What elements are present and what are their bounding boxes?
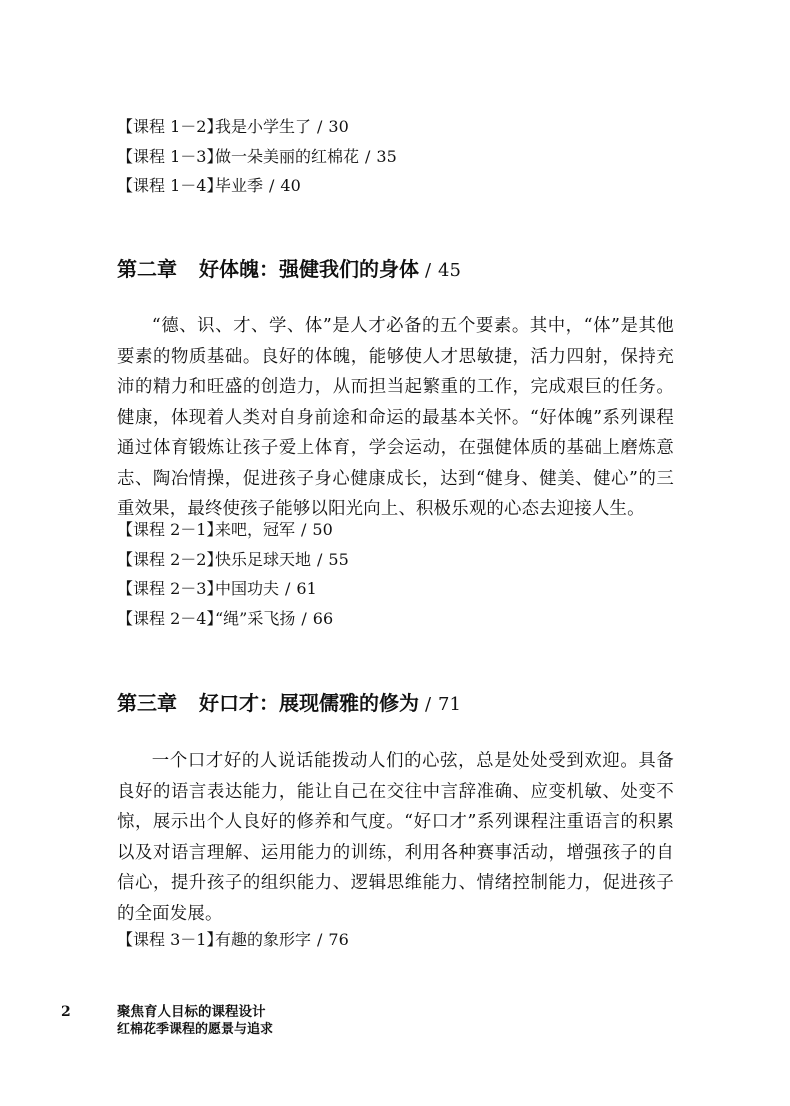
course-code: 【课程 1－2】 (117, 117, 223, 136)
toc-entry-course-2-4[interactable] (117, 604, 349, 634)
chapter-number: 第二章 (117, 257, 177, 281)
page-separator: / (317, 930, 323, 949)
chapter3-heading[interactable] (117, 688, 461, 720)
course-code: 【课程 3－1】 (117, 930, 223, 949)
page-ref: 61 (296, 579, 317, 598)
page-ref: 66 (312, 608, 334, 628)
page-separator: / (301, 520, 307, 539)
page-ref: 50 (312, 520, 333, 539)
course-title: 来吧，冠军 (215, 520, 296, 539)
page-ref: 30 (328, 117, 349, 136)
toc-entry-course-1-4[interactable] (117, 171, 397, 201)
page-ref: 40 (280, 176, 301, 195)
page-ref: 35 (376, 146, 397, 166)
page-ref: 76 (328, 930, 349, 949)
course-title: “绳”采飞扬 (215, 608, 296, 628)
toc-entry-course-2-2[interactable] (117, 545, 349, 575)
page-separator: / (269, 176, 275, 195)
toc-entry-course-2-3[interactable] (117, 574, 349, 604)
course-code: 【课程 2－3】 (117, 579, 223, 598)
course-title: 有趣的象形字 (215, 930, 312, 949)
page-separator: / (301, 608, 307, 628)
page-number: 2 (61, 1004, 71, 1020)
course-title: 中国功夫 (215, 579, 280, 598)
toc-entry-course-1-2[interactable] (117, 112, 397, 142)
chapter2-intro-paragraph: “德、识、才、学、体”是人才必备的五个要素。其中，“体”是其他要素的物质基础。良好的体魄，能够使人才思敏捷，活力四射，保持充沛的精力和旺盛的创造力，从而担当起繁重的工作，完成艰巨的任务。健康，体现着人类对自身前途和命运的最基本关怀。“好体魄”系列课程通过体育锻炼让孩子爱上体育，学会运动，在强健体质的基础上磨炼意志、陶冶情操，促进孩子身心健康成长，达到“健身、健美、健心”的三重效果，最终使孩子能够以阳光向上、积极乐观的心态去迎接人生。 (117, 316, 674, 519)
course-title: 毕业季 (215, 176, 264, 195)
chapter2-course-list (117, 515, 349, 633)
page-separator: / (285, 579, 291, 598)
toc-entry-course-3-1[interactable] (117, 925, 349, 955)
toc-entry-course-2-1[interactable] (117, 515, 349, 545)
chapter-title: 好口才：展现儒雅的修为 (199, 691, 419, 715)
page-ref: 71 (438, 694, 461, 715)
course-code: 【课程 2－2】 (117, 549, 223, 569)
chapter-title: 好体魄：强健我们的身体 (199, 257, 419, 281)
page-separator: / (425, 260, 432, 281)
chapter-number: 第三章 (117, 691, 177, 715)
course-code: 【课程 2－1】 (117, 520, 223, 539)
page-ref: 45 (438, 260, 461, 281)
toc-entry-course-1-3[interactable] (117, 142, 397, 172)
chapter3-intro-paragraph: 一个口才好的人说话能拨动人们的心弦，总是处处受到欢迎。具备良好的语言表达能力，能让自己在交往中言辞准确、应变机敏、处变不惊，展示出个人良好的修养和气度。“好口才”系列课程注重语言的积累以及对语言理解、运用能力的训练，利用各种赛事活动，增强孩子的自信心，提升孩子的组织能力、逻辑思维能力、情绪控制能力，促进孩子的全面发展。 (117, 751, 674, 924)
page-separator: / (317, 549, 323, 569)
course-code: 【课程 2－4】 (117, 608, 223, 628)
page-ref: 55 (328, 549, 349, 569)
page-separator: / (317, 117, 323, 136)
chapter1-course-list (117, 112, 397, 201)
running-footer (117, 1003, 273, 1039)
book-subtitle: 红棉花季课程的愿景与追求 (117, 1022, 274, 1037)
course-code: 【课程 1－3】 (117, 146, 223, 166)
page-separator: / (425, 694, 432, 715)
course-title: 我是小学生了 (215, 117, 312, 136)
chapter3-course-list (117, 925, 349, 955)
course-code: 【课程 1－4】 (117, 176, 223, 195)
chapter2-heading[interactable] (117, 254, 461, 286)
course-title: 做一朵美丽的红棉花 (215, 146, 360, 166)
course-title: 快乐足球天地 (215, 549, 312, 569)
page-separator: / (365, 146, 371, 166)
book-title: 聚焦育人目标的课程设计 (117, 1004, 266, 1020)
